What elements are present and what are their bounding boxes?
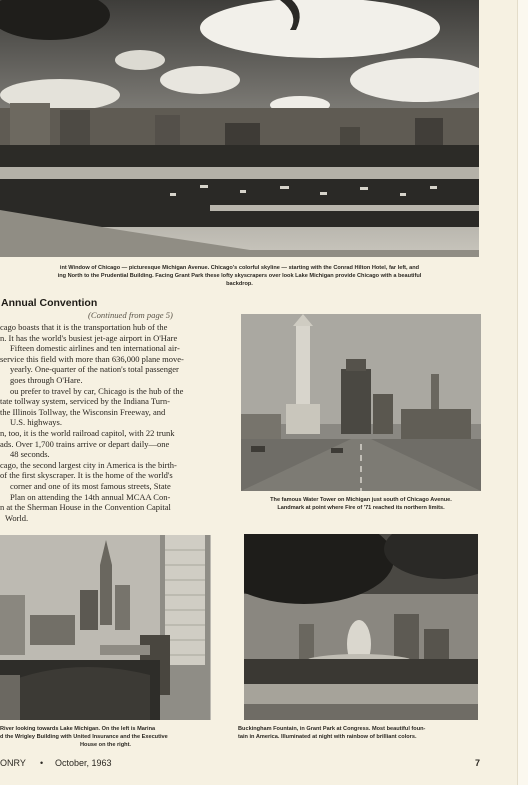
water-tower-photo bbox=[241, 314, 481, 491]
body-line: service this field with more than 636,000 plane move- bbox=[0, 353, 184, 364]
body-line: corner and one of its most famous streets, State bbox=[10, 480, 171, 491]
body-line: yearly. One-quarter of the nation's total passenger bbox=[10, 364, 179, 375]
footer-date: October, 1963 bbox=[55, 758, 112, 768]
body-line: U.S. highways. bbox=[10, 417, 62, 428]
body-line: goes through O'Hare. bbox=[10, 374, 83, 385]
article-heading: Annual Convention bbox=[1, 297, 98, 309]
caption-line: int Window of Chicago — picturesque Michigan Avenue. Chicago's colorful skyline — starting with the Conrad Hilton Hotel, far left, and bbox=[59, 265, 420, 271]
body-line: n at the Sherman House in the Convention Capital bbox=[0, 502, 171, 513]
top-skyline-photo bbox=[0, 0, 479, 257]
caption-line: tain in America. Illuminated at night with rainbow of brilliant colors. bbox=[238, 734, 417, 740]
body-line: of the first skyscraper. It is the home of the world's bbox=[0, 470, 173, 481]
caption-line: backdrop. bbox=[226, 281, 253, 287]
body-line: the Illinois Tollway, the Wisconsin Freeway, and bbox=[0, 406, 166, 417]
caption-line: House on the right. bbox=[80, 742, 131, 748]
body-line: World. bbox=[5, 512, 29, 523]
chicago-river-photo bbox=[0, 535, 211, 720]
caption-line: Landmark at point where Fire of '71 reached its northern limits. bbox=[277, 505, 445, 511]
caption-line: Buckingham Fountain, in Grant Park at Congress. Most beautiful foun- bbox=[238, 726, 426, 732]
body-line: cago, the second largest city in America is the birth- bbox=[0, 459, 177, 470]
footer-bullet: • bbox=[40, 758, 44, 768]
continued-note: (Continued from page 5) bbox=[88, 310, 173, 320]
body-line: cago boasts that it is the transportation hub of the bbox=[0, 322, 168, 332]
body-line: n. It has the world's busiest jet-age airport in O'Hare bbox=[0, 332, 178, 343]
body-line: Fifteen domestic airlines and ten international air- bbox=[10, 343, 180, 354]
body-line: ou prefer to travel by car, Chicago is the hub of the bbox=[10, 385, 184, 396]
article-body bbox=[0, 322, 232, 523]
caption-line: The famous Water Tower on Michigan just south of Chicago Avenue. bbox=[270, 497, 452, 503]
buckingham-fountain-photo bbox=[244, 534, 478, 720]
body-line: Plan on attending the 14th annual MCAA Con- bbox=[10, 491, 171, 502]
caption-line: d the Wrigley Building with United Insurance and the Executive bbox=[0, 734, 168, 740]
caption-line: ing North to the Prudential Building. Facing Grant Park these lofty skyscrapers over look Lake Michigan provide Chicago with a beautiful bbox=[57, 273, 422, 279]
body-line: n, too, it is the world railroad capitol, with 22 trunk bbox=[0, 427, 175, 438]
body-line: ads. Over 1,700 trains arrive or depart daily—one bbox=[0, 438, 170, 449]
page-edge bbox=[517, 0, 528, 785]
page-number: 7 bbox=[475, 758, 481, 768]
caption-line: River looking towards Lake Michigan. On the left is Marina bbox=[0, 726, 156, 732]
footer-publication: ONRY bbox=[0, 758, 26, 768]
body-line: tate tollway system, serviced by the Indiana Turn- bbox=[0, 396, 170, 407]
body-line: 48 seconds. bbox=[10, 449, 50, 460]
